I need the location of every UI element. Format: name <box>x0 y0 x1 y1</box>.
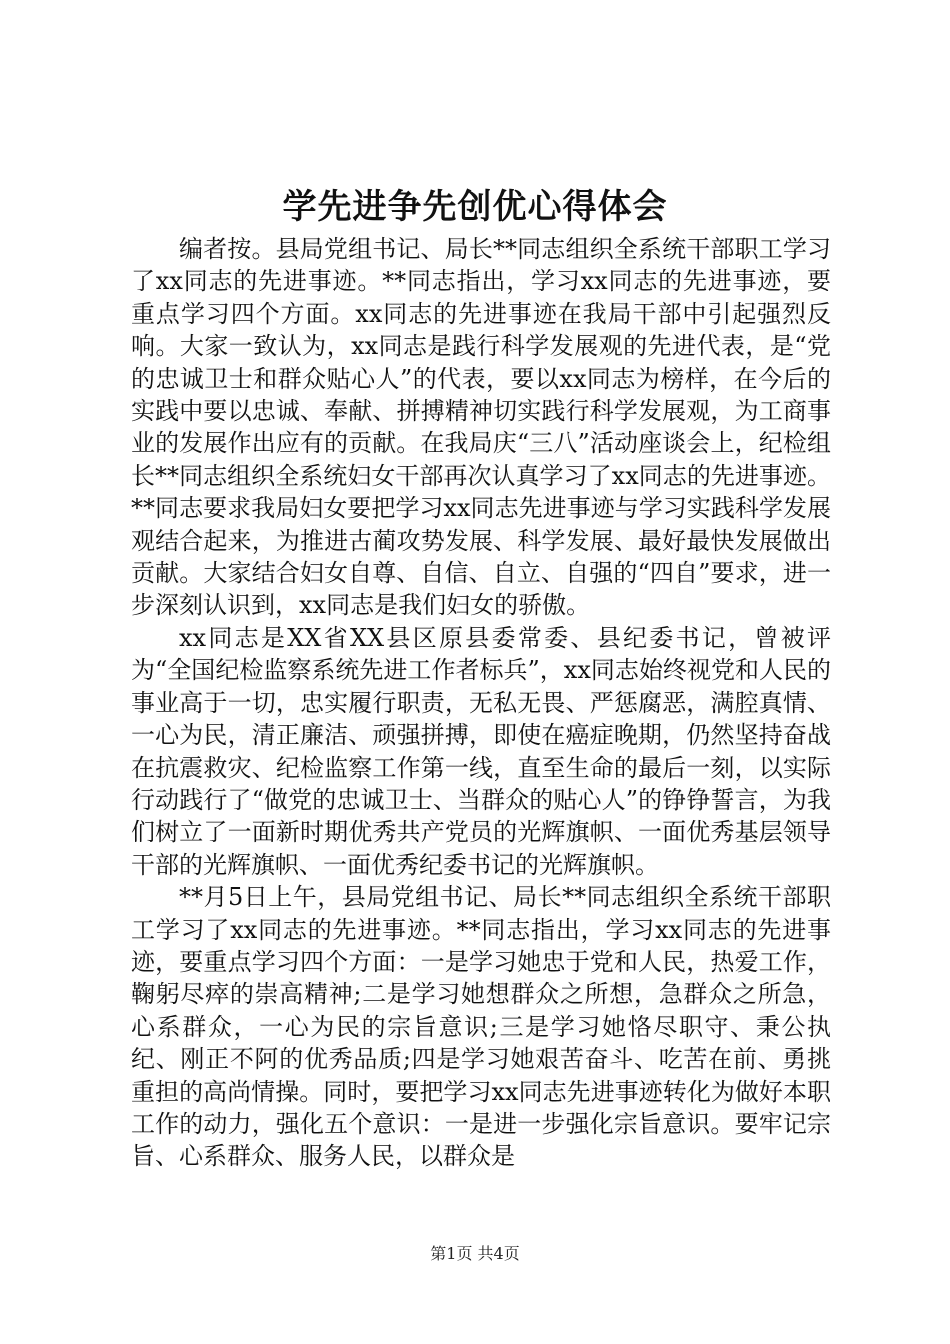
paragraph-editor-note: 编者按。县局党组书记、局长**同志组织全系统干部职工学习了xx同志的先进事迹。**同志指出，学习xx同志的先进事迹，要重点学习四个方面。xx同志的先进事迹在我局干部中引起强烈反响。大家一致认为，xx同志是践行科学发展观的先进代表，是“党的忠诚卫士和群众贴心人”的代表，要以xx同志为榜样，在今后的实践中要以忠诚、奉献、拼搏精神切实践行科学发展观，为工商事业的发展作出应有的贡献。在我局庆“三八”活动座谈会上，纪检组长**同志组织全系统妇女干部再次认真学习了xx同志的先进事迹。**同志要求我局妇女要把学习xx同志先进事迹与学习实践科学发展观结合起来，为推进古蔺攻势发展、科学发展、最好最快发展做出贡献。大家结合妇女自尊、自信、自立、自强的“四自”要求，进一步深刻认识到，xx同志是我们妇女的骄傲。 <box>131 235 831 620</box>
document-title: 学先进争先创优心得体会 <box>282 187 668 227</box>
page-footer: 第1页 共4页 <box>430 1244 520 1263</box>
document-body <box>131 233 831 1173</box>
paragraph-study-meeting: **月5日上午，县局党组书记、局长**同志组织全系统干部职工学习了xx同志的先进事迹。**同志指出，学习xx同志的先进事迹，要重点学习四个方面：一是学习她忠于党和人民，热爱工作，鞠躬尽瘁的崇高精神;二是学习她想群众之所想，急群众之所急，心系群众，一心为民的宗旨意识;三是学习她恪尽职守、秉公执纪、刚正不阿的优秀品质;四是学习她艰苦奋斗、吃苦在前、勇挑重担的高尚情操。同时，要把学习xx同志先进事迹转化为做好本职工作的动力，强化五个意识：一是进一步强化宗旨意识。要牢记宗旨、心系群众、服务人民，以群众是 <box>131 883 831 1171</box>
paragraph-biography: xx同志是XX省XX县区原县委常委、县纪委书记，曾被评为“全国纪检监察系统先进工作者标兵”，xx同志始终视党和人民的事业高于一切，忠实履行职责，无私无畏、严惩腐恶，满腔真情、一心为民，清正廉洁、顽强拼搏，即使在癌症晚期，仍然坚持奋战在抗震救灾、纪检监察工作第一线，直至生命的最后一刻，以实际行动践行了“做党的忠诚卫士、当群众的贴心人”的铮铮誓言，为我们树立了一面新时期优秀共产党员的光辉旗帜、一面优秀基层领导干部的光辉旗帜、一面优秀纪委书记的光辉旗帜。 <box>131 623 831 879</box>
